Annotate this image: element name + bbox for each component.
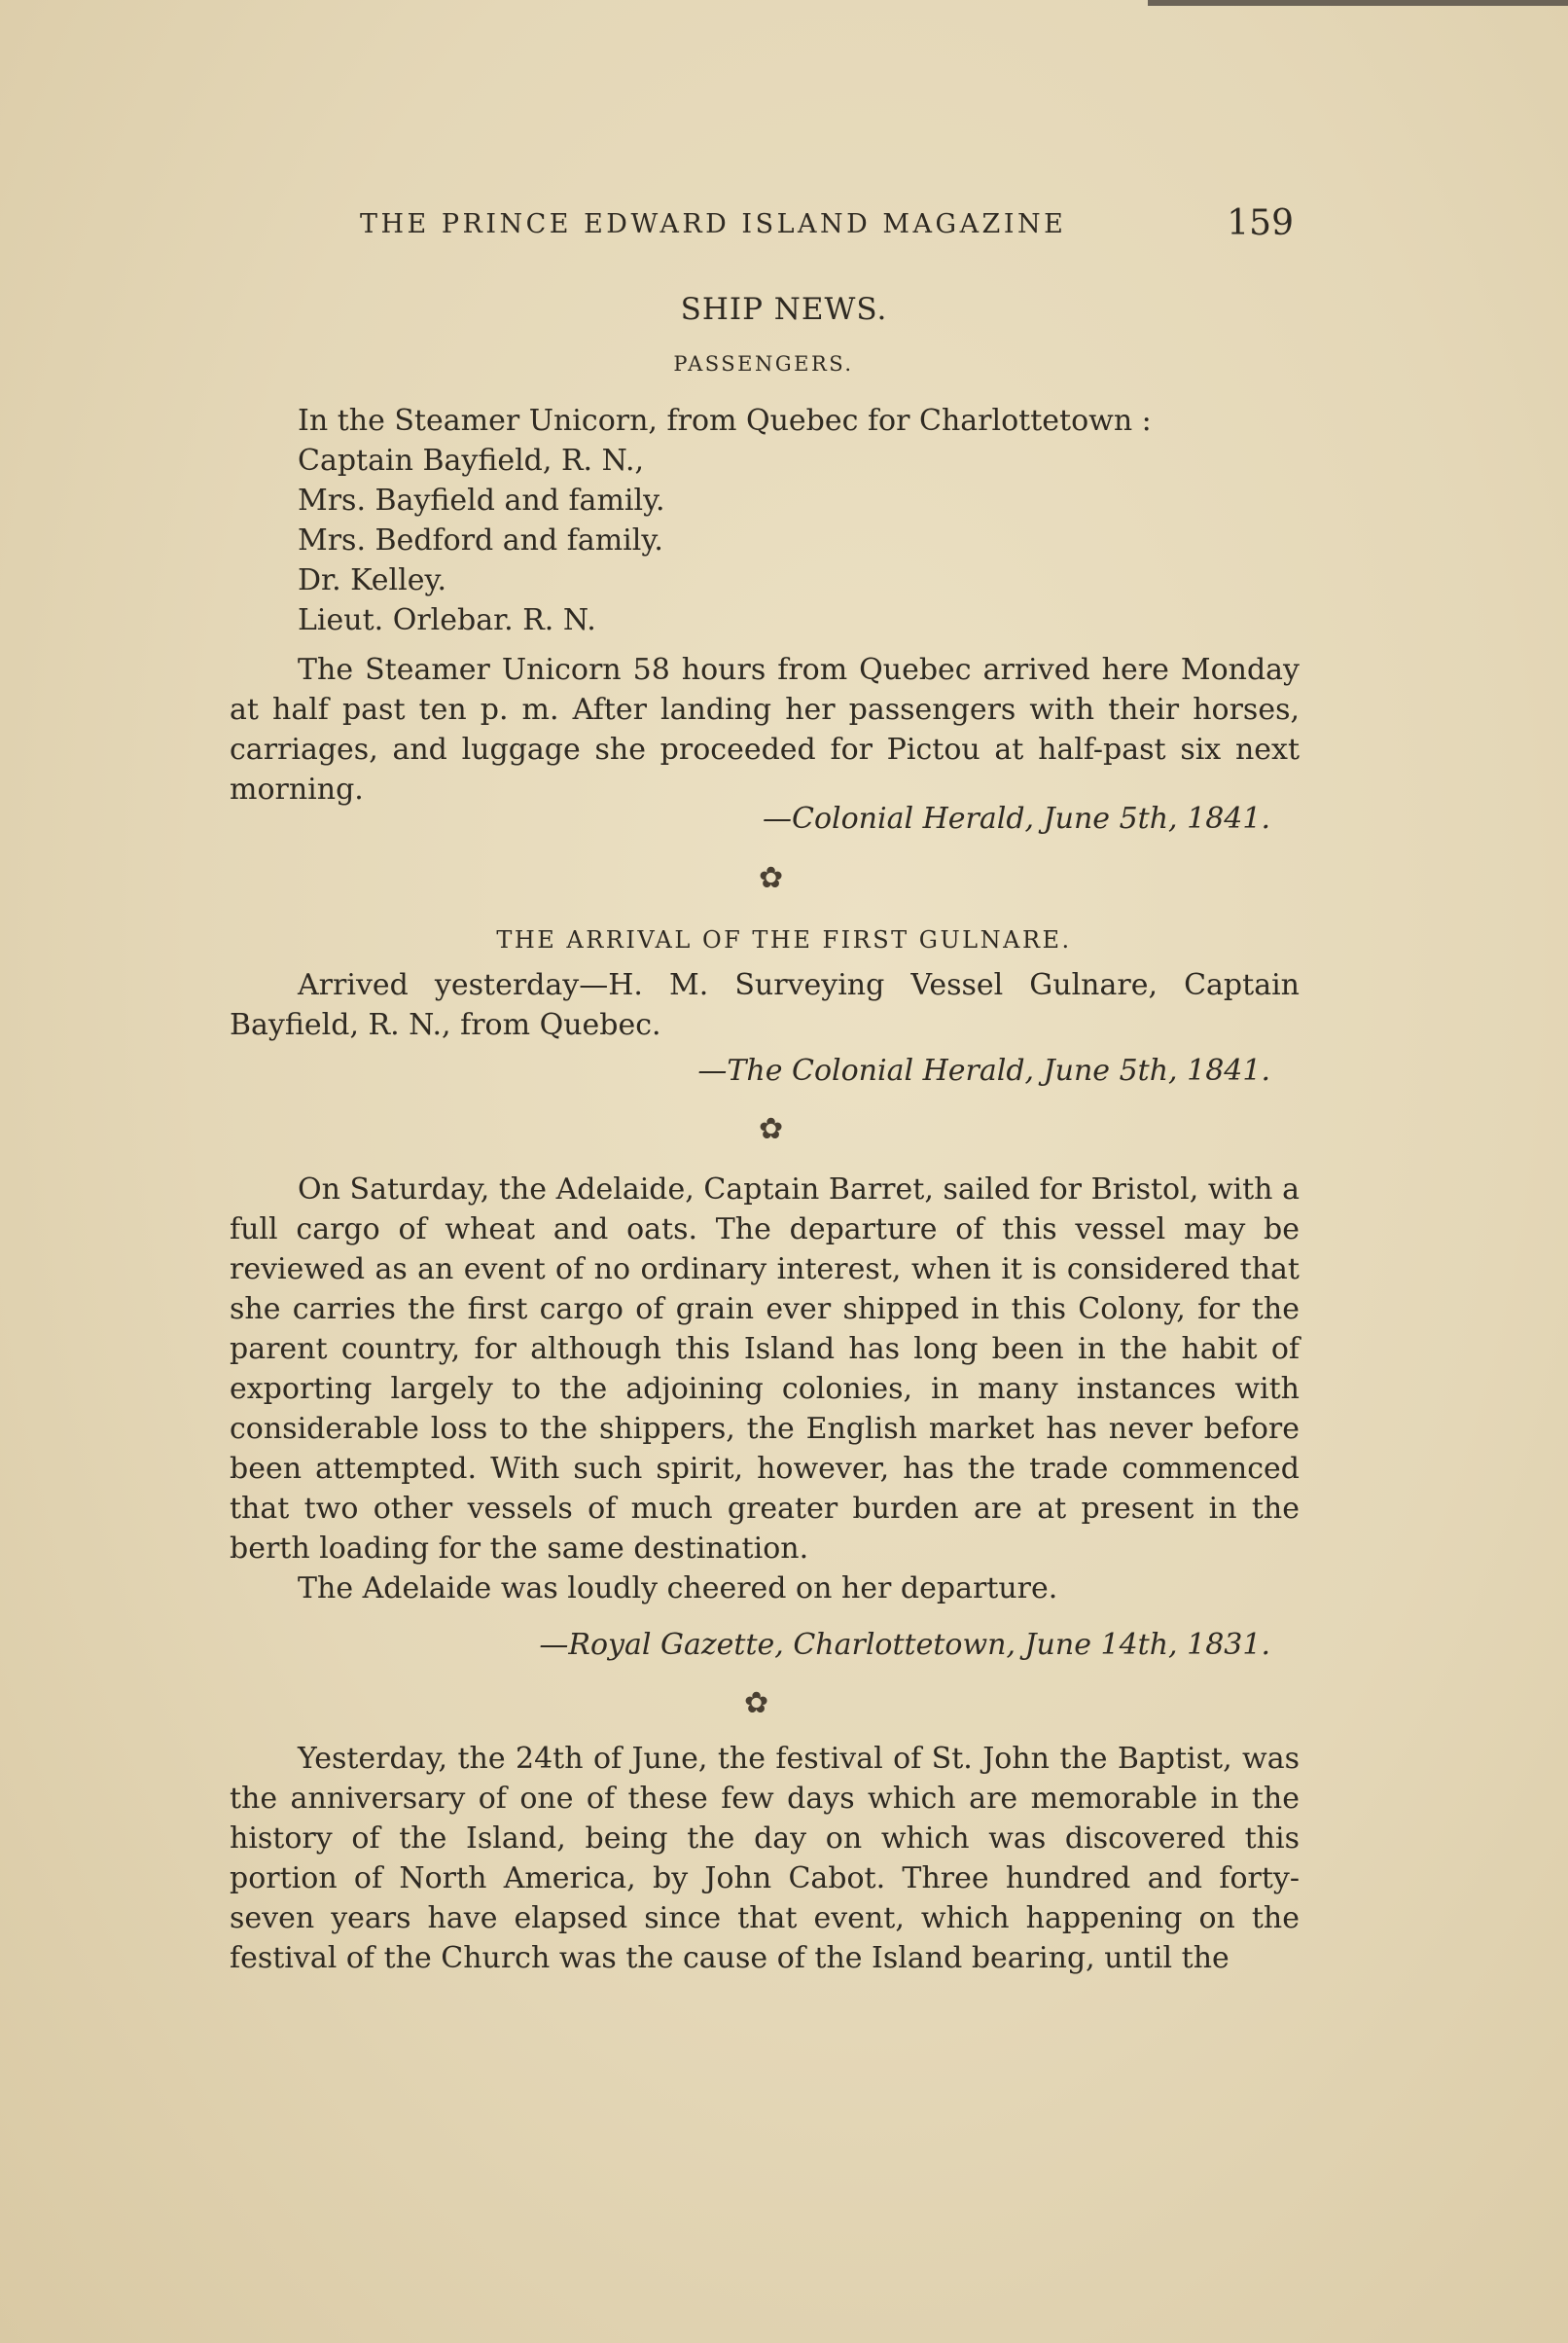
article3-source: —Royal Gazette, Charlottetown, June 14th, 1831.	[539, 1628, 1270, 1662]
article3-text	[230, 1170, 1300, 1608]
running-title: THE PRINCE EDWARD ISLAND MAGAZINE	[360, 209, 1067, 239]
article2-heading: THE ARRIVAL OF THE FIRST GULNARE.	[496, 926, 1072, 954]
article4-paragraph: Yesterday, the 24th of June, the festival of St. John the Baptist, was the anniversary of one of these few days which are memorable in the history of the Island, being the day on which was discovered this portion of North America, by John Cabot. Three hundred and forty-seven years have elapsed since that event, which happening on the festival of the Church was the cause of the Island bearing, until the	[230, 1742, 1300, 1975]
article1-paragraph: The Steamer Unicorn 58 hours from Quebec arrived here Monday at half past ten p. m. After landing her passengers with their horses, carriages, and luggage she proceeded for Pictou at half-past six next morning.	[230, 653, 1300, 807]
article2-source: —The Colonial Herald, June 5th, 1841.	[697, 1054, 1270, 1088]
page-edge-line	[1148, 0, 1568, 6]
subsection-title: PASSENGERS.	[673, 352, 854, 376]
article4-text	[230, 1739, 1300, 1978]
ornament-icon: ✿	[759, 861, 784, 895]
passenger-name: Mrs. Bayfield and family.	[298, 484, 665, 518]
article3-paragraph: On Saturday, the Adelaide, Captain Barret, sailed for Bristol, with a full cargo of wheat and oats. The departure of this vessel may be reviewed as an event of no ordinary interest, when it is considered that she carries the first cargo of grain ever shipped in this Colony, for the parent country, for although this Island has long been in the habit of exporting largely to the adjoining colonies, in many instances with considerable loss to the shippers, the English market has never before been attempted. With such spirit, however, has the trade commenced that two other vessels of much greater burden are at present in the berth loading for the same destination.	[230, 1172, 1300, 1566]
article1-text	[230, 650, 1300, 810]
ornament-icon: ✿	[744, 1686, 769, 1720]
passengers-intro: In the Steamer Unicorn, from Quebec for Charlottetown :	[298, 404, 1152, 438]
passenger-name: Lieut. Orlebar. R. N.	[298, 603, 596, 637]
page-header	[360, 203, 1294, 248]
page-number: 159	[1227, 203, 1294, 243]
ornament-icon: ✿	[759, 1112, 784, 1146]
passenger-name: Mrs. Bedford and family.	[298, 523, 663, 558]
section-title: SHIP NEWS.	[680, 292, 888, 327]
passenger-name: Dr. Kelley.	[298, 563, 446, 597]
article2-paragraph: Arrived yesterday—H. M. Surveying Vessel Gulnare, Captain Bayfield, R. N., from Quebec.	[230, 968, 1300, 1042]
article2-text	[230, 965, 1300, 1045]
article1-source: —Colonial Herald, June 5th, 1841.	[763, 802, 1270, 836]
passenger-name: Captain Bayfield, R. N.,	[298, 444, 645, 478]
article3-paragraph-2: The Adelaide was loudly cheered on her departure.	[298, 1571, 1058, 1605]
